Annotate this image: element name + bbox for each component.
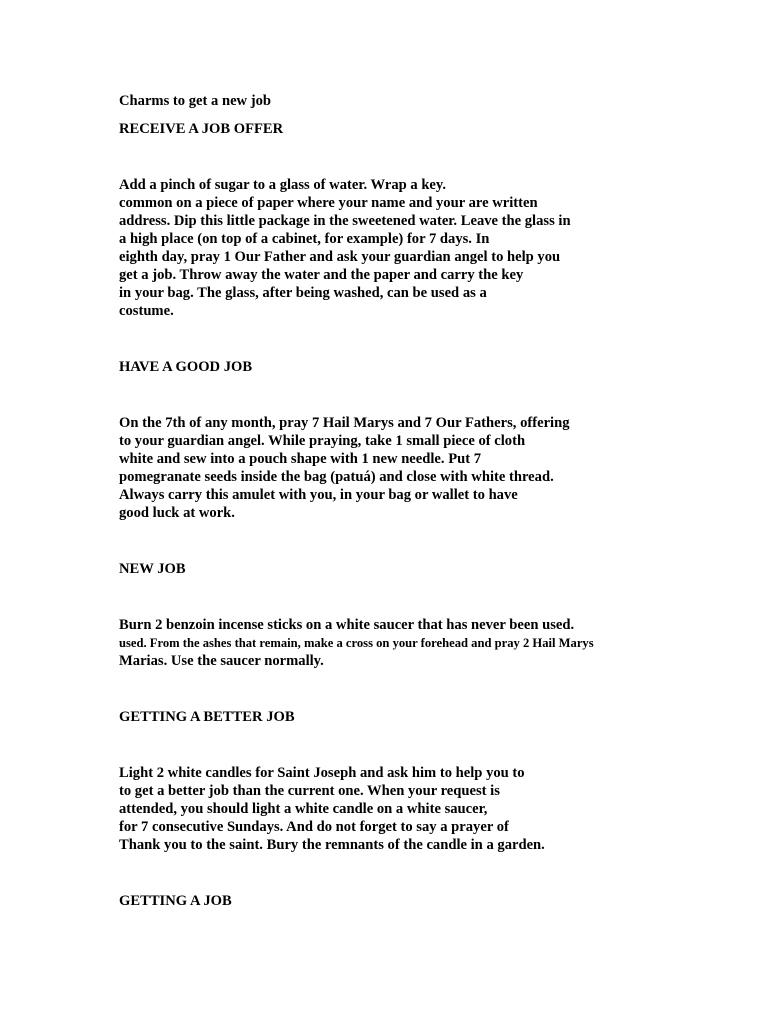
paragraph-line: eighth day, pray 1 Our Father and ask your guardian angel to help you bbox=[119, 249, 561, 265]
paragraph-line: good luck at work. bbox=[119, 505, 235, 521]
paragraph-line: in your bag. The glass, after being washed, can be used as a bbox=[119, 285, 487, 301]
paragraph-line: to your guardian angel. While praying, take 1 small piece of cloth bbox=[119, 433, 526, 449]
paragraph-line: pomegranate seeds inside the bag (patuá) and close with white thread. bbox=[119, 469, 554, 485]
section-heading-have-good-job: HAVE A GOOD JOB bbox=[119, 359, 253, 375]
section-heading-new-job: NEW JOB bbox=[119, 561, 186, 577]
section-heading-receive-job-offer: RECEIVE A JOB OFFER bbox=[119, 121, 284, 137]
paragraph-line: a high place (on top of a cabinet, for example) for 7 days. In bbox=[119, 231, 490, 247]
section-heading-getting-job: GETTING A JOB bbox=[119, 893, 232, 909]
paragraph-line: get a job. Throw away the water and the paper and carry the key bbox=[119, 267, 524, 283]
paragraph-line: attended, you should light a white candle on a white saucer, bbox=[119, 801, 488, 817]
paragraph-line: address. Dip this little package in the sweetened water. Leave the glass in bbox=[119, 213, 571, 229]
section-heading-getting-better-job: GETTING A BETTER JOB bbox=[119, 709, 295, 725]
paragraph-line: white and sew into a pouch shape with 1 new needle. Put 7 bbox=[119, 451, 482, 467]
paragraph-line: On the 7th of any month, pray 7 Hail Marys and 7 Our Fathers, offering bbox=[119, 415, 570, 431]
paragraph-line: Marias. Use the saucer normally. bbox=[119, 653, 324, 669]
paragraph-line: Light 2 white candles for Saint Joseph and ask him to help you to bbox=[119, 765, 525, 781]
paragraph-line: used. From the ashes that remain, make a cross on your forehead and pray 2 Hail Marys bbox=[119, 636, 594, 650]
paragraph-line: Always carry this amulet with you, in your bag or wallet to have bbox=[119, 487, 518, 503]
paragraph-line: Burn 2 benzoin incense sticks on a white saucer that has never been used. bbox=[119, 617, 575, 633]
paragraph-line: Thank you to the saint. Bury the remnants of the candle in a garden. bbox=[119, 837, 545, 853]
paragraph-line: common on a piece of paper where your name and your are written bbox=[119, 195, 538, 211]
paragraph-line: to get a better job than the current one. When your request is bbox=[119, 783, 500, 799]
document-title: Charms to get a new job bbox=[119, 93, 272, 109]
paragraph-line: Add a pinch of sugar to a glass of water. Wrap a key. bbox=[119, 177, 447, 193]
paragraph-line: costume. bbox=[119, 303, 174, 319]
paragraph-line: for 7 consecutive Sundays. And do not forget to say a prayer of bbox=[119, 819, 509, 835]
